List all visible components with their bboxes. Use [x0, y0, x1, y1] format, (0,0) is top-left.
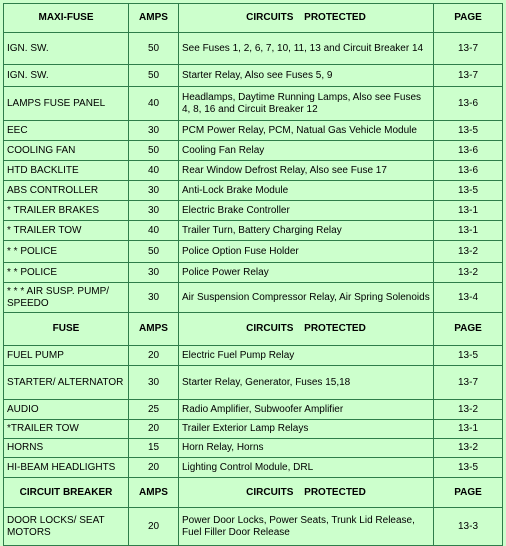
column-header-name: CIRCUIT BREAKER — [4, 478, 129, 508]
amps-cell: 50 — [129, 141, 179, 161]
section-header-row — [4, 313, 503, 346]
page-cell: 13-6 — [434, 87, 503, 121]
amps-cell: 20 — [129, 420, 179, 439]
amps-cell: 50 — [129, 33, 179, 65]
page-cell: 13-4 — [434, 283, 503, 313]
table-row — [4, 346, 503, 366]
circuits-cell: Police Power Relay — [179, 263, 434, 283]
amps-cell: 30 — [129, 283, 179, 313]
page-cell: 13-5 — [434, 181, 503, 201]
fuse-name-cell: AUDIO — [4, 400, 129, 420]
circuits-cell: Trailer Turn, Battery Charging Relay — [179, 221, 434, 241]
column-header-name: FUSE — [4, 313, 129, 346]
table-row — [4, 201, 503, 221]
circuits-cell: Cooling Fan Relay — [179, 141, 434, 161]
column-header-circuits: CIRCUITS PROTECTED — [179, 478, 434, 508]
page-cell: 13-1 — [434, 221, 503, 241]
column-header-page: PAGE — [434, 4, 503, 33]
table-row — [4, 366, 503, 400]
circuits-cell: Rear Window Defrost Relay, Also see Fuse 17 — [179, 161, 434, 181]
page-cell: 13-2 — [434, 263, 503, 283]
table-row — [4, 141, 503, 161]
circuits-cell: Electric Brake Controller — [179, 201, 434, 221]
table-row — [4, 458, 503, 478]
amps-cell: 15 — [129, 439, 179, 458]
column-header-page: PAGE — [434, 313, 503, 346]
page-cell: 13-1 — [434, 420, 503, 439]
page-cell: 13-2 — [434, 439, 503, 458]
circuits-cell: Starter Relay, Also see Fuses 5, 9 — [179, 65, 434, 87]
fuse-name-cell: *TRAILER TOW — [4, 420, 129, 439]
fuse-name-cell: EEC — [4, 121, 129, 141]
fuse-name-cell: LAMPS FUSE PANEL — [4, 87, 129, 121]
table-row — [4, 221, 503, 241]
fuse-name-cell: IGN. SW. — [4, 33, 129, 65]
table-row — [4, 33, 503, 65]
page-cell: 13-5 — [434, 121, 503, 141]
amps-cell: 20 — [129, 508, 179, 546]
amps-cell: 30 — [129, 263, 179, 283]
circuits-cell: Horn Relay, Horns — [179, 439, 434, 458]
amps-cell: 30 — [129, 201, 179, 221]
table-row — [4, 263, 503, 283]
fuse-name-cell: * TRAILER TOW — [4, 221, 129, 241]
circuits-cell: Starter Relay, Generator, Fuses 15,18 — [179, 366, 434, 400]
fuse-name-cell: HORNS — [4, 439, 129, 458]
table-row — [4, 65, 503, 87]
amps-cell: 25 — [129, 400, 179, 420]
page-cell: 13-2 — [434, 241, 503, 263]
fuse-name-cell: * * POLICE — [4, 263, 129, 283]
column-header-amps: AMPS — [129, 478, 179, 508]
circuits-cell: PCM Power Relay, PCM, Natual Gas Vehicle Module — [179, 121, 434, 141]
table-row — [4, 161, 503, 181]
circuits-cell: Trailer Exterior Lamp Relays — [179, 420, 434, 439]
table-row — [4, 181, 503, 201]
amps-cell: 40 — [129, 161, 179, 181]
page-cell: 13-5 — [434, 346, 503, 366]
section-header-row — [4, 4, 503, 33]
amps-cell: 20 — [129, 346, 179, 366]
page-cell: 13-7 — [434, 65, 503, 87]
page-cell: 13-6 — [434, 161, 503, 181]
fuse-table — [3, 3, 503, 546]
circuits-cell: Radio Amplifier, Subwoofer Amplifier — [179, 400, 434, 420]
page-cell: 13-1 — [434, 201, 503, 221]
column-header-amps: AMPS — [129, 313, 179, 346]
column-header-circuits: CIRCUITS PROTECTED — [179, 4, 434, 33]
table-row — [4, 87, 503, 121]
page-cell: 13-7 — [434, 33, 503, 65]
fuse-name-cell: FUEL PUMP — [4, 346, 129, 366]
amps-cell: 30 — [129, 181, 179, 201]
fuse-name-cell: * * POLICE — [4, 241, 129, 263]
amps-cell: 40 — [129, 221, 179, 241]
fuse-name-cell: * * * AIR SUSP. PUMP/ SPEEDO — [4, 283, 129, 313]
amps-cell: 50 — [129, 241, 179, 263]
column-header-page: PAGE — [434, 478, 503, 508]
page-cell: 13-5 — [434, 458, 503, 478]
fuse-name-cell: HTD BACKLITE — [4, 161, 129, 181]
circuits-cell: Electric Fuel Pump Relay — [179, 346, 434, 366]
table-row — [4, 283, 503, 313]
fuse-name-cell: * TRAILER BRAKES — [4, 201, 129, 221]
circuits-cell: Headlamps, Daytime Running Lamps, Also see Fuses 4, 8, 16 and Circuit Breaker 12 — [179, 87, 434, 121]
fuse-name-cell: COOLING FAN — [4, 141, 129, 161]
table-row — [4, 420, 503, 439]
table-row — [4, 439, 503, 458]
circuits-cell: Air Suspension Compressor Relay, Air Spring Solenoids — [179, 283, 434, 313]
amps-cell: 40 — [129, 87, 179, 121]
circuits-cell: Police Option Fuse Holder — [179, 241, 434, 263]
amps-cell: 50 — [129, 65, 179, 87]
fuse-name-cell: ABS CONTROLLER — [4, 181, 129, 201]
circuits-cell: Anti-Lock Brake Module — [179, 181, 434, 201]
circuits-cell: Power Door Locks, Power Seats, Trunk Lid Release, Fuel Filler Door Release — [179, 508, 434, 546]
circuits-cell: Lighting Control Module, DRL — [179, 458, 434, 478]
column-header-amps: AMPS — [129, 4, 179, 33]
amps-cell: 30 — [129, 366, 179, 400]
fuse-name-cell: STARTER/ ALTERNATOR — [4, 366, 129, 400]
page-cell: 13-6 — [434, 141, 503, 161]
circuits-cell: See Fuses 1, 2, 6, 7, 10, 11, 13 and Circuit Breaker 14 — [179, 33, 434, 65]
table-row — [4, 400, 503, 420]
page-cell: 13-2 — [434, 400, 503, 420]
fuse-name-cell: IGN. SW. — [4, 65, 129, 87]
table-row — [4, 241, 503, 263]
table-row — [4, 121, 503, 141]
page-cell: 13-3 — [434, 508, 503, 546]
fuse-name-cell: HI-BEAM HEADLIGHTS — [4, 458, 129, 478]
fuse-name-cell: DOOR LOCKS/ SEAT MOTORS — [4, 508, 129, 546]
column-header-circuits: CIRCUITS PROTECTED — [179, 313, 434, 346]
column-header-name: MAXI-FUSE — [4, 4, 129, 33]
page-cell: 13-7 — [434, 366, 503, 400]
fuse-table-body — [4, 4, 503, 546]
section-header-row — [4, 478, 503, 508]
amps-cell: 20 — [129, 458, 179, 478]
amps-cell: 30 — [129, 121, 179, 141]
